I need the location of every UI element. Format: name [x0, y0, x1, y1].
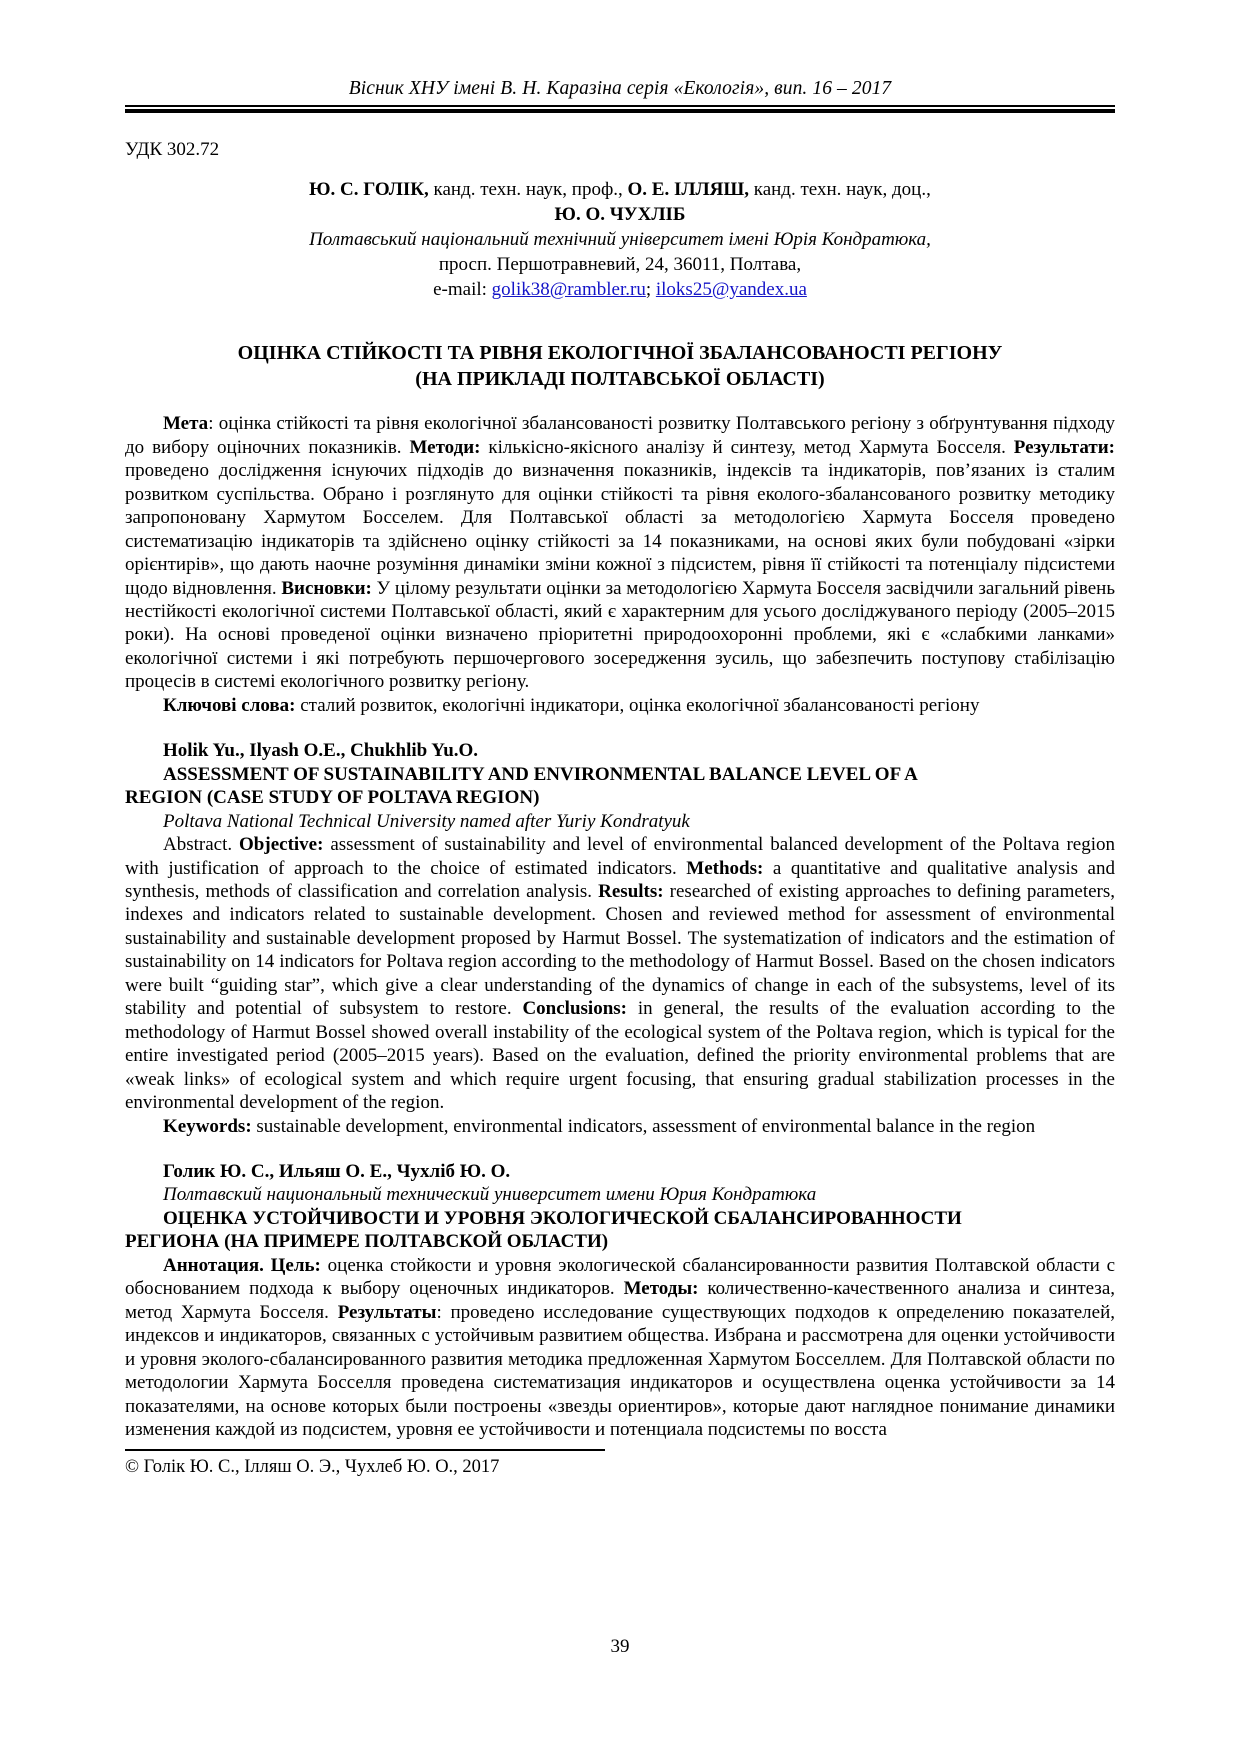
email-link-1[interactable]: golik38@rambler.ru: [491, 279, 646, 301]
section-gap-1: [125, 717, 1115, 739]
label-results-ru: Результаты: [337, 1301, 437, 1323]
label-goal-ru: Цель:: [270, 1254, 321, 1276]
text-methods-en: a quantitative and qualitative analysis and synthesis, methods of classification and correlation analysis.: [125, 857, 1115, 902]
affiliation-ru: Полтавский национальный технический университет имени Юрия Кондратюка: [163, 1184, 817, 1206]
label-methods-en: Methods:: [686, 857, 764, 879]
article-title-en-line-1: ASSESSMENT OF SUSTAINABILITY AND ENVIRONMENTAL BALANCE LEVEL OF A: [163, 763, 918, 785]
article-title-line-1: ОЦІНКА СТІЙКОСТІ ТА РІВНЯ ЕКОЛОГІЧНОЇ ЗБАЛАНСОВАНОСТІ РЕГІОНУ: [237, 342, 1003, 365]
copyright-line: © Голік Ю. С., Ілляш О. Э., Чухлеб Ю. О., 2017: [125, 1456, 500, 1477]
article-title-line-2: (НА ПРИКЛАДІ ПОЛТАВСЬКОЇ ОБЛАСТІ): [415, 368, 825, 391]
text-conclusions-en: in general, the results of the evaluation according to the methodology of Harmut Bossel showed overall instability of the ecological system of the Poltava region, which is typical for the entire investigated period (2005–2015 years). Based on the evaluation, defined the priority environmental problems that are «weak links» of ecological system and which require urgent focusing, that ensuring gradual stabilization processes in the environmental development of the region.: [125, 998, 1116, 1114]
running-head: Вісник ХНУ імені В. Н. Каразіна серія «Екологія», вип. 16 – 2017: [348, 78, 892, 99]
article-title: [125, 340, 1115, 392]
section-gap-2: [125, 1138, 1115, 1160]
email-label: e-mail:: [433, 279, 492, 301]
text-meta: : оцінка стійкості та рівня екологічної збалансованості розвитку Полтавського регіону з обґрунтування підходу до вибору оціночних показників.: [125, 413, 1115, 458]
text-keywords-ua: сталий розвиток, екологічні індикатори, оцінка екологічної збалансованості регіону: [295, 694, 980, 716]
article-title-ru-line-2: РЕГИОНА (НА ПРИМЕРЕ ПОЛТАВСКОЙ ОБЛАСТИ): [125, 1231, 609, 1253]
label-methods-ru: Методы:: [623, 1278, 699, 1300]
text-goal-ru: оценка стойкости и уровня экологической сбалансированности развития Полтавской области с обоснованием подхода к выбору оценочных индикаторов.: [125, 1254, 1115, 1300]
abstract-ru-paragraph: [125, 1254, 1115, 1442]
author-name-3: Ю. О. ЧУХЛІБ: [554, 204, 686, 226]
label-results-en: Results:: [598, 881, 664, 902]
author-names-line-2: [125, 202, 1115, 227]
affiliation-en: Poltava National Technical University named after Yuriy Kondratyuk: [163, 810, 690, 832]
author-name-1: Ю. С. ГОЛІК,: [309, 179, 429, 200]
email-separator: ;: [645, 279, 656, 301]
authors-ru: Голик Ю. С., Ильяш О. Е., Чухліб Ю. О.: [163, 1160, 511, 1182]
text-keywords-en: sustainable development, environmental indicators, assessment of environmental balance in the region: [251, 1115, 1036, 1137]
label-meta: Мета: [163, 413, 209, 435]
label-conclusions-ua: Висновки:: [281, 577, 372, 599]
author-name-2: О. Е. ІЛЛЯШ,: [627, 179, 750, 200]
abstract-ua-paragraph: [125, 412, 1115, 693]
page-number: 39: [610, 1636, 630, 1657]
label-methods-ua: Методи:: [409, 436, 481, 458]
udc-code: УДК 302.72: [125, 139, 220, 160]
abstract-en-paragraph: [125, 833, 1115, 1114]
authors-en: Holik Yu., Ilyash O.E., Chukhlib Yu.O.: [163, 740, 479, 762]
label-keywords-ua: Ключові слова:: [163, 694, 296, 716]
author-block: [125, 177, 1115, 302]
abstract-en-label: Abstract.: [163, 834, 240, 856]
header-rule-group: [125, 105, 1115, 113]
keywords-en: [125, 1115, 1115, 1138]
text-objective: assessment of sustainability and level of environmental balanced development of the Poltava region with justification of approach to the choice of estimated indicators.: [125, 834, 1115, 879]
affiliation-ua: Полтавський національний технічний університет імені Юрія Кондратюка,: [309, 229, 931, 251]
text-conclusions-ua: У цілому результати оцінки за методологією Хармута Босселя засвідчили загальний рівень нестійкості екологічної системи Полтавської області, який є характерним для усього досліджуваного періоду (2005–2015 роки). На основі проведеної оцінки визначено пріоритетні природоохоронні проблеми, які є «слабкими ланками» екологічної системи і які потребують першочергового зосередження зусиль, що забезпечить поступову стабілізацію процесів в системі екологічного розвитку регіону.: [125, 577, 1115, 693]
text-methods-ua: кількісно-якісного аналізу й синтезу, метод Хармута Босселя.: [480, 436, 1014, 458]
article-title-ru-line-1: ОЦЕНКА УСТОЙЧИВОСТИ И УРОВНЯ ЭКОЛОГИЧЕСКОЙ СБАЛАНСИРОВАННОСТИ: [163, 1207, 962, 1229]
postal-address: просп. Першотравневий, 24, 36011, Полтава,: [438, 254, 802, 276]
email-link-2[interactable]: iloks25@yandex.ua: [655, 279, 807, 301]
text-results-ru: : проведено исследование существующих подходов к определению показателей, индексов и индикаторов, связанных с устойчивым развитием общества. Избрана и рассмотрена для оценки устойчивости и уровня эколого-сбалансированного развития методика предложенная Хармутом Босселлем. Для Полтавской области по методологии Хармута Босселля проведена систематизация индикаторов и осуществлена оценка устойчивости за 14 показателями, на основе которых были построены «звезды ориентиров», которые дают наглядное понимание динамики изменения каждой из подсистем, уровня ее устойчивости и потенциала подсистемы по восста: [125, 1301, 1115, 1440]
page-content: [125, 78, 1115, 1478]
label-objective: Objective:: [239, 834, 324, 856]
header-rule-thick: [125, 109, 1115, 114]
article-title-en-line-2: REGION (CASE STUDY OF POLTAVA REGION): [125, 787, 540, 809]
author-names-line-1: [125, 177, 1115, 202]
email-line: [125, 277, 1115, 302]
label-keywords-en: Keywords:: [163, 1115, 252, 1137]
author-degree-2: канд. техн. наук, доц.,: [749, 179, 931, 200]
text-results-ua: проведено дослідження існуючих підходів до визначення показників, індексів та індикаторів, пов’язаних із сталим розвитком суспільства. Обрано і розглянуто для оцінки стійкості та рівня еколого-збалансованого розвитку методику запропоновану Хармутом Босселем. Для Полтавської області за методологією Хармута Босселя проведено систематизацію індикаторів та здійснено оцінку стійкості за 14 показниками, на основі яких були побудовані «зірки орієнтирів», що дають наочне розуміння динаміки зміни кожної з підсистем, рівня її стійкості та потенціалу підсистеми щодо відновлення.: [125, 460, 1115, 599]
keywords-ua: [125, 694, 1115, 717]
footnote-separator-rule: [125, 1449, 605, 1451]
label-results-ua: Результати:: [1013, 436, 1115, 458]
author-degree-1: канд. техн. наук, проф.,: [428, 179, 628, 200]
text-results-en: researched of existing approaches to defining parameters, indexes and indicators related to sustainable development. Chosen and reviewed method for assessment of environmental sustainability and sustainable development proposed by Harmut Bossel. The systematization of indicators and the estimation of sustainability on 14 indicators for Poltava region according to the methodology of Harmut Bossel. Based on the chosen indicators were built “guiding star”, which give a clear understanding of the dynamics of change in each of the subsystems, level of its stability and potential of subsystem to restore.: [125, 881, 1116, 1020]
annotation-ru-label: Аннотация.: [163, 1254, 271, 1276]
label-conclusions-en: Conclusions:: [522, 998, 627, 1020]
text-methods-ru: количественно-качественного анализа и синтеза, метод Хармута Босселя.: [125, 1278, 1115, 1323]
